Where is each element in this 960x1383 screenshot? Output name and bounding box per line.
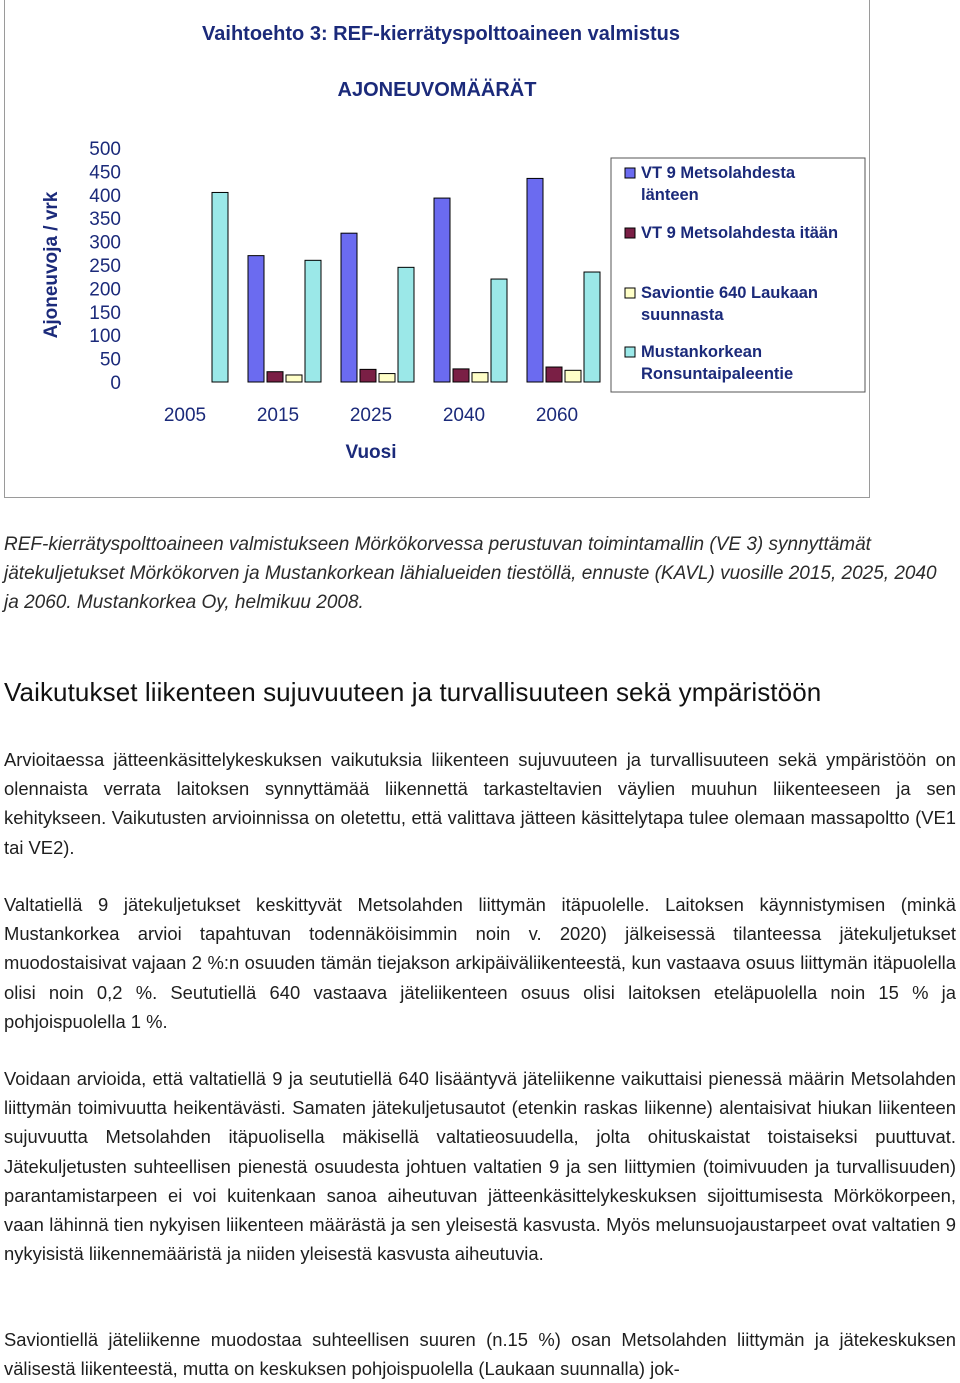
body-paragraph-1: Arvioitaessa jätteenkäsittelykeskuksen vaikutuksia liikenteen sujuvuuteen ja turvallisuuteen sekä ympäristöön on olennaista verrata laitoksen synnyttämää liikennettä tarkasteltavien väylien muuhun liikenteeseen ja sen kehitykseen. Vaikutusten arvioinnissa on oletettu, että valittava jätteen käsittelytapa tulee olemaan massapoltto (VE1 tai VE2). — [4, 749, 956, 858]
chart-title: Vaihtoehto 3: REF-kierrätyspolttoaineen valmistus — [202, 23, 680, 45]
bar-2025-series-4 — [398, 267, 414, 382]
x-tick-label: 2015 — [256, 405, 300, 426]
bar-2040-series-3 — [472, 373, 488, 382]
bar-2015-series-2 — [267, 372, 283, 382]
x-tick-label: 2040 — [442, 405, 486, 426]
bar-2005-series-4 — [212, 192, 228, 382]
legend-swatch-2 — [625, 228, 635, 238]
y-tick-label: 500 — [89, 139, 121, 160]
body-paragraph-2: Valtatiellä 9 jätekuljetukset keskittyvät Metsolahden liittymän itäpuolelle. Laitoksen käynnistymisen (minkä Mustankorkea arvioi tapahtuvan todennäköisimmin noin v. 2020) jälkeisessä tilanteessa jätekuljetukset muodostaisivat vajaan 2 %:n osuuden tämän tiejakson arkipäiväliikenteestä, kun vastaava osuus liittymän itäpuolella olisi noin 0,2 %. Seututiellä 640 vastaava jäteliikenteen osuus olisi laitoksen eteläpuolella noin 15 % ja pohjoispuolella 1 %. — [4, 894, 956, 1032]
bar-2025-series-1 — [341, 233, 357, 382]
y-tick-label: 450 — [89, 162, 121, 184]
legend-label-2: VT 9 Metsolahdesta itään — [641, 224, 839, 242]
x-tick-label: 2025 — [349, 405, 393, 426]
legend-label-3: Saviontie 640 Laukaan suunnasta — [641, 284, 818, 324]
bar-2025-series-3 — [379, 374, 395, 382]
chart-subtitle: AJONEUVOMÄÄRÄT — [337, 79, 537, 101]
y-tick-label: 100 — [89, 326, 121, 348]
bar-2060-series-2 — [546, 367, 562, 382]
y-tick-label: 250 — [89, 256, 121, 277]
legend-label-4: Mustankorkean Ronsuntaipaleentie — [641, 343, 794, 383]
bar-2040-series-1 — [434, 198, 450, 382]
bar-2015-series-1 — [248, 256, 264, 382]
legend-swatch-1 — [625, 168, 635, 178]
y-tick-label: 350 — [89, 209, 121, 231]
y-tick-label: 400 — [89, 185, 121, 207]
y-axis-label: Ajoneuvoja / vrk — [41, 191, 62, 339]
bar-2060-series-1 — [527, 178, 543, 382]
y-tick-label: 50 — [99, 349, 121, 371]
legend-label-1: VT 9 Metsolahdesta länteen — [641, 164, 796, 204]
y-tick-label: 0 — [110, 373, 121, 394]
y-tick-label: 150 — [89, 302, 121, 324]
bar-2040-series-4 — [491, 279, 507, 382]
bar-2060-series-4 — [584, 272, 600, 382]
figure-caption: REF-kierrätyspolttoaineen valmistukseen Mörkökorvessa perustuvan toimintamallin (VE 3) synnyttämät jätekuljetukset Mörkökorven ja Mustankorkean lähialueiden tiestöllä, ennuste (KAVL) vuosille 2015, 2025, 2040 ja 2060. Mustankorkea Oy, helmikuu 2008. — [4, 534, 937, 613]
x-axis-label: Vuosi — [345, 442, 397, 463]
bar-chart — [5, 0, 871, 498]
legend-swatch-3 — [625, 288, 635, 298]
bar-2060-series-3 — [565, 370, 581, 382]
section-heading: Vaikutukset liikenteen sujuvuuteen ja turvallisuuteen sekä ympäristöön — [4, 677, 822, 707]
bar-2025-series-2 — [360, 369, 376, 382]
x-tick-label: 2005 — [163, 405, 207, 426]
chart-figure — [4, 0, 870, 498]
x-tick-label: 2060 — [535, 405, 579, 426]
bar-2040-series-2 — [453, 369, 469, 382]
bar-2015-series-4 — [305, 260, 321, 382]
y-tick-label: 200 — [89, 279, 121, 301]
body-paragraph-3: Voidaan arvioida, että valtatiellä 9 ja seututiellä 640 lisääntyvä jäteliikenne vaikuttaisi pienessä määrin Metsolahden liittymän toimivuutta heikentävästi. Samaten jätekuljetusautot (etenkin raskas liikenne) alentaisivat hiukan liikenteen sujuvuutta Metsolahden itäpuolisella mäkisellä valtatieosuudella, jolta ohituskaistat toistaiseksi puuttuvat. Jätekuljetusten suhteellisen pienestä osuudesta johtuen valtatien 9 ja sen liittymien (toimivuuden ja turvallisuuden) parantamistarpeen ei voi kuitenkaan sanoa aiheutuvan jätteenkäsittelykeskuksen sijoittumisesta Mörkökorpeen, vaan lähinnä tien nykyisen liikenteen määrästä ja sen yleisestä kasvusta. Myös melunsuojaustarpeet ovat valtatien 9 nykyisistä liikennemääristä ja niiden yleisestä kasvusta aiheutuvia. — [4, 1068, 956, 1265]
legend-swatch-4 — [625, 347, 635, 357]
body-paragraph-4: Saviontiellä jäteliikenne muodostaa suhteellisen suuren (n.15 %) osan Metsolahden liittymän ja jätekeskuksen välisestä liikenteestä, mutta on keskuksen pohjoispuolella (Laukaan suunnalla) jok- — [4, 1329, 956, 1380]
y-tick-label: 300 — [89, 232, 121, 254]
bar-2015-series-3 — [286, 375, 302, 382]
